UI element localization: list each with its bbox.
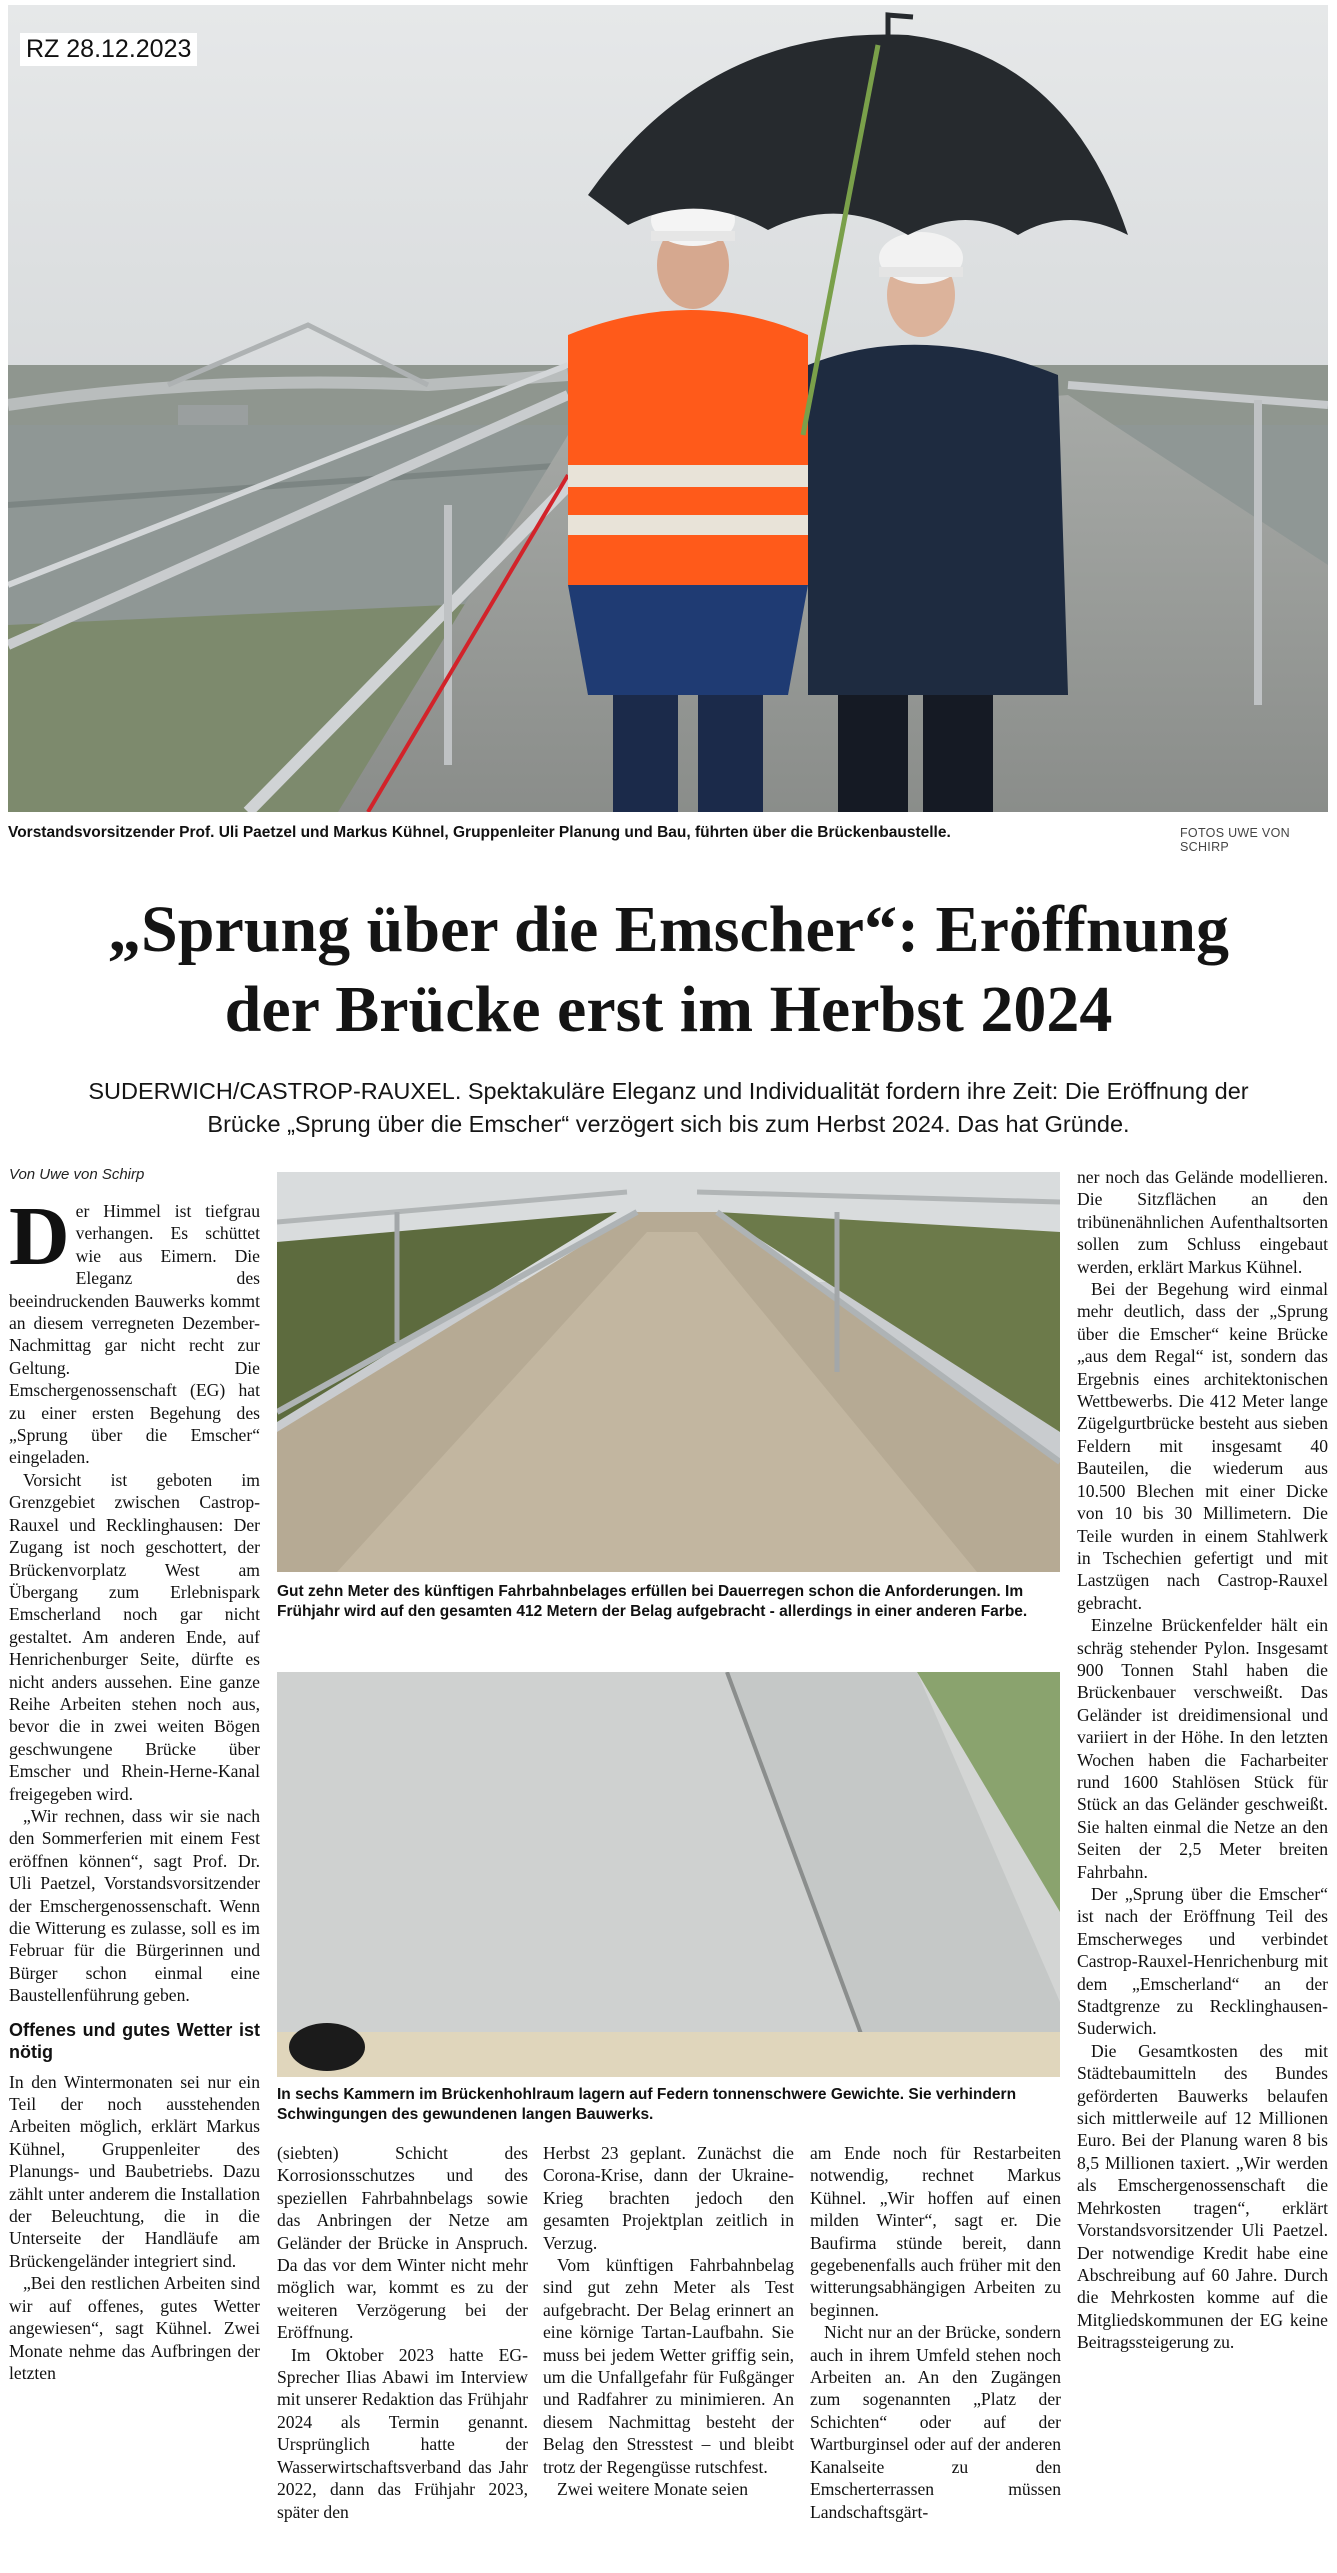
paragraph: „Bei den restlichen Arbeiten sind wir auf offenes, gutes Wetter angewiesen“, sagt Kühnel. Zwei Monate nehme das Aufbringen der letzten — [9, 2273, 260, 2383]
paragraph: Herbst 23 geplant. Zunächst die Corona-Krise, dann der Ukraine-Krieg brachten jedoch den gesamten Projektplan zeitlich in Verzug. — [543, 2143, 794, 2253]
lead-line-1: SUDERWICH/CASTROP-RAUXEL. Spektakuläre Eleganz und Individualität fordern ihre Zeit: Die Eröffnung der — [88, 1078, 1249, 1104]
deck-photo — [277, 1172, 1060, 1572]
date-stamp: RZ 28.12.2023 — [20, 33, 197, 66]
byline: Von Uwe von Schirp — [9, 1166, 145, 1183]
main-photo-illustration — [8, 5, 1328, 812]
column-5 — [1077, 1166, 1328, 2354]
column-4 — [810, 2142, 1061, 2523]
headline-line-1: „Sprung über die Emscher“: Eröffnung — [108, 893, 1229, 966]
paragraph: „Wir rechnen, dass wir sie nach den Sommerferien mit einem Fest eröffnen können“, sagt Prof. Dr. Uli Paetzel, Vorstandsvorsitzender der Emschergenossenschaft. Wenn die Witterung es zulasse, soll es im Februar für die Bürgerinnen und Bürger schon einmal eine Baustellenführung geben. — [9, 1805, 260, 2006]
paragraph: Vorsicht ist geboten im Grenzgebiet zwischen Castrop-Rauxel und Recklinghausen: Der Zugang ist noch geschottert, der Brückenvorplatz West am Übergang zum Erlebnispark Emscherland noch gar nicht gestaltet. Am anderen Ende, auf Henrichenburger Seite, dürfte es nicht anders aussehen. Eine ganze Reihe Arbeiten stehen noch aus, bevor die in zwei weiten Bögen geschwungene Brücke über Emscher und Rhein-Herne-Kanal freigegeben wird. — [9, 1469, 260, 1804]
photo-credit: FOTOS UWE VON SCHIRP — [1180, 826, 1290, 854]
paragraph: Im Oktober 2023 hatte EG-Sprecher Ilias Abawi im Interview mit unserer Redaktion das Frühjahr 2024 als Termin genannt. Ursprünglich hatte der Wasserwirtschaftsverband das Jahr 2022, dann das Frühjahr 2023, später den — [277, 2344, 528, 2522]
chamber-photo — [277, 1672, 1060, 2077]
chamber-photo-illustration — [277, 1672, 1060, 2077]
headline — [0, 890, 1337, 1050]
column-3 — [543, 2142, 794, 2501]
chamber-photo-caption: In sechs Kammern im Brückenhohlraum lagern auf Federn tonnenschwere Gewichte. Sie verhindern Schwingungen des gewundenen langen Bauwerks. — [277, 2086, 1017, 2123]
column-1 — [9, 1190, 260, 2384]
main-photo — [8, 5, 1328, 812]
deck-photo-caption: Gut zehn Meter des künftigen Fahrbahnbelages erfüllen bei Dauerregen schon die Anforderungen. Im Frühjahr wird auf den gesamten 412 Metern der Belag aufgebracht - allerdings in einer anderen Farbe. — [277, 1583, 1028, 1620]
paragraph: Bei der Begehung wird einmal mehr deutlich, dass der „Sprung über die Emscher“ keine Brücke „aus dem Regal“ ist, sondern das Ergebnis eines architektonischen Wettbewerbs. Die 412 Meter lange Zügelgurtbrücke besteht aus sieben Feldern mit insgesamt 40 Bauteilen, die wiederum aus 10.500 Blechen mit einer Dicke von 10 bis 30 Millimetern. Die Teile wurden in einem Stahlwerk in Tschechien gefertigt und mit Lastzügen nach Castrop-Rauxel gebracht. — [1077, 1279, 1328, 1613]
paragraph: am Ende noch für Restarbeiten notwendig, rechnet Markus Kühnel. „Wir hoffen auf einen milden Winter“, sagt er. Die Baufirma stünde bereit, dann gegebenenfalls auch früher mit den witterungsabhängigen Arbeiten zu beginnen. — [810, 2143, 1061, 2320]
paragraph: Zwei weitere Monate seien — [557, 2479, 749, 2500]
paragraph: Einzelne Brückenfelder hält ein schräg stehender Pylon. Insgesamt 900 Tonnen Stahl haben die Brückenbauer verschweißt. Das Geländer ist dreidimensional und variiert in der Höhe. In den letzten Wochen haben die Facharbeiter rund 1600 Stahlösen Stück für Stück an das Geländer geschweißt. Sie halten einmal die Netze an den Seiten der 2,5 Meter breiten Fahrbahn. — [1077, 1615, 1328, 1882]
paragraph: In den Wintermonaten sei nur ein Teil der noch ausstehenden Arbeiten möglich, erklärt Markus Kühnel, Gruppenleiter des Planungs- und Baubetriebs. Dazu zählt unter anderem die Installation der Beleuchtung, die in die Unterseite der Handläufe am Brückengeländer integriert sind. — [9, 2071, 260, 2271]
paragraph: Nicht nur an der Brücke, sondern auch in ihrem Umfeld stehen noch Arbeiten an. An den Zugängen zum sogenannten „Platz der Schichten“ oder auf der Wartburginsel oder auf der anderen Kanalseite zu den Emscherterrassen müssen Landschaftsgärt- — [810, 2322, 1061, 2522]
paragraph: er Himmel ist tiefgrau verhangen. Es schüttet wie aus Eimern. Die Eleganz des beeindruckenden Bauwerks kommt an diesem verregneten Dezember-Nachmittag gar nicht recht zur Geltung. Die Emschergenossenschaft (EG) hat zu einer ersten Begehung des „Sprung über die Emscher“ eingeladen. — [9, 1201, 260, 1468]
lead-paragraph — [0, 1075, 1337, 1141]
paragraph: ner noch das Gelände modellieren. Die Sitzflächen an den tribünenähnlichen Aufenthaltsorten sollen zum Schluss eingebaut werden, erklärt Markus Kühnel. — [1077, 1167, 1328, 1277]
paragraph: Die Gesamtkosten des mit Städtebaumitteln des Bundes geförderten Bauwerks belaufen sich mittlerweile auf 12 Millionen Euro. Bei der Planung waren 8 bis 8,5 Millionen taxiert. „Wir werden als Emschergenossenschaft die Mehrkosten tragen“, erklärt Vorstandsvorsitzender Uli Paetzel. Der notwendige Kredit habe eine Abschreibung auf 60 Jahre. Durch die Mehrkosten komme auf die Mitgliedskommunen der EG keine Beitragssteigerung zu. — [1077, 2040, 1328, 2353]
paragraph: (siebten) Schicht des Korrosionsschutzes und des speziellen Fahrbahnbelags sowie das Anbringen der Netze am Geländer der Brücke in Anspruch. Da das vor dem Winter nicht mehr möglich war, kommt es zu der weiteren Verzögerung bei der Eröffnung. — [277, 2143, 528, 2343]
paragraph: Vom künftigen Fahrbahnbelag sind gut zehn Meter als Test aufgebracht. Der Belag erinnert an eine körnige Tartan-Laufbahn. Sie muss bei jedem Wetter griffig sein, um die Unfallgefahr für Fußgänger und Radfahrer zu minimieren. An diesem Nachmittag besteht der Belag den Stresstest – und bleibt trotz der Regengüsse rutschfest. — [543, 2255, 794, 2477]
subheading: Offenes und gutes Wetter ist nötig — [9, 2019, 260, 2062]
top-photo-caption: Vorstandsvorsitzender Prof. Uli Paetzel und Markus Kühnel, Gruppenleiter Planung und Bau, führten über die Brückenbaustelle. — [8, 824, 951, 841]
deck-photo-illustration — [277, 1172, 1060, 1572]
drop-cap: D — [9, 1190, 70, 1283]
paragraph: Der „Sprung über die Emscher“ ist nach der Eröffnung Teil des Emscherweges und verbindet Castrop-Rauxel-Henrichenburg mit dem „Emscherland“ an der Stadtgrenze zu Recklinghausen-Suderwich. — [1077, 1884, 1328, 2039]
lead-line-2: Brücke „Sprung über die Emscher“ verzögert sich bis zum Herbst 2024. Das hat Gründe. — [207, 1111, 1130, 1137]
column-2 — [277, 2142, 528, 2523]
headline-line-2: der Brücke erst im Herbst 2024 — [224, 973, 1113, 1046]
